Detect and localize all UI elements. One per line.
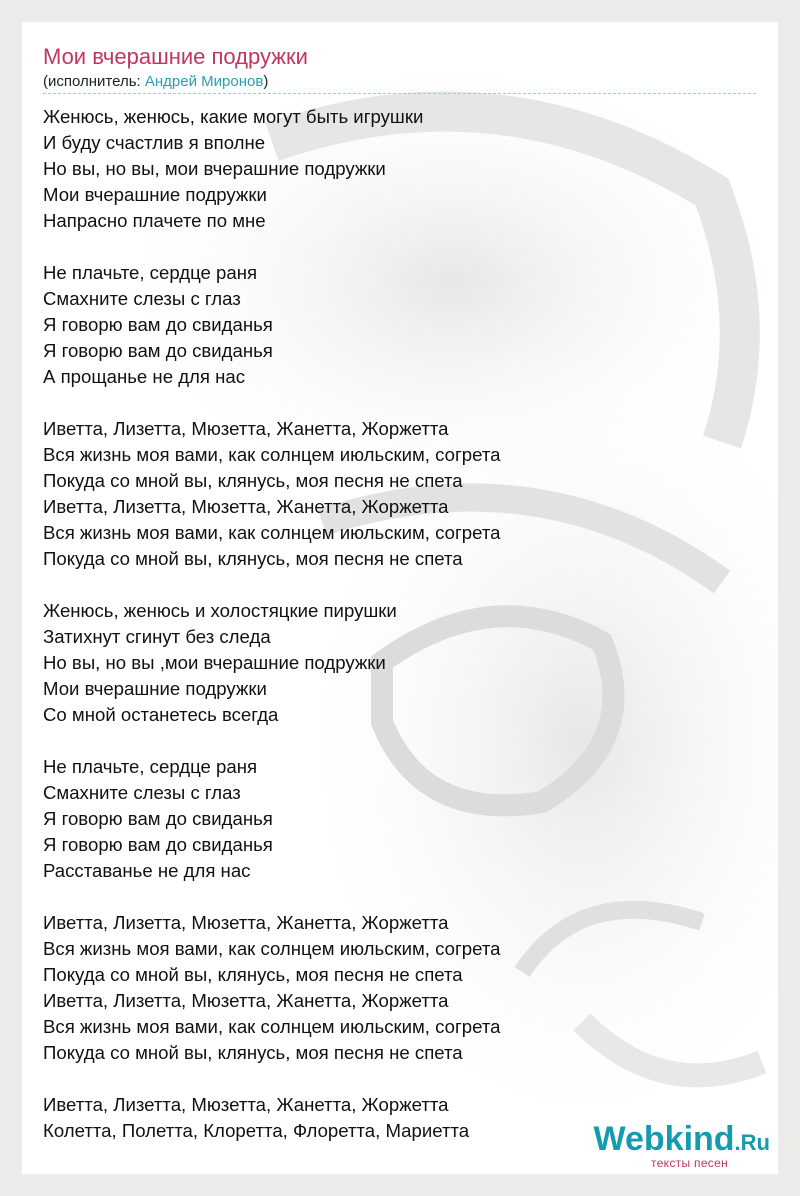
lyric-line: И буду счастлив я вполне [43,132,266,153]
lyric-line: Не плачьте, сердце раня [43,756,258,777]
artist-line [43,73,268,91]
lyric-line: Вся жизнь моя вами, как солнцем июльским, согрета [43,444,501,465]
stanza-gap [43,884,500,910]
site-logo[interactable] [594,1122,771,1170]
lyric-line: Иветта, Лизетта, Мюзетта, Жанетта, Жоржетта [43,496,449,517]
lyric-line: Я говорю вам до свиданья [43,340,273,361]
artist-link[interactable]: Андрей Миронов [144,73,264,90]
lyric-line: Покуда со мной вы, клянусь, моя песня не спета [43,964,463,985]
brand-tagline: тексты песен [651,1156,728,1170]
lyric-line: Покуда со мной вы, клянусь, моя песня не спета [43,1042,463,1063]
lyric-line: Вся жизнь моя вами, как солнцем июльским, согрета [43,938,501,959]
lyric-line: Но вы, но вы ,мои вчерашние подружки [43,652,386,673]
stanza-gap [43,728,500,754]
lyric-line: Покуда со мной вы, клянусь, моя песня не спета [43,548,463,569]
lyric-line: А прощанье не для нас [43,366,246,387]
lyric-line: Я говорю вам до свиданья [43,834,273,855]
stanza-gap [43,572,500,598]
lyrics-card [22,22,778,1174]
lyric-line: Вся жизнь моя вами, как солнцем июльским, согрета [43,1016,501,1037]
artist-prefix: (исполнитель: [43,73,145,90]
brand-tld: .Ru [734,1130,770,1155]
lyric-line: Колетта, Полетта, Клоретта, Флоретта, Мариетта [43,1120,470,1141]
lyric-line: Расставанье не для нас [43,860,251,881]
lyric-line: Иветта, Лизетта, Мюзетта, Жанетта, Жоржетта [43,418,449,439]
lyric-line: Смахните слезы с глаз [43,782,241,803]
lyric-line: Иветта, Лизетта, Мюзетта, Жанетта, Жоржетта [43,912,449,933]
stanza-gap [43,234,500,260]
lyric-line: Мои вчерашние подружки [43,184,267,205]
lyric-line: Не плачьте, сердце раня [43,262,258,283]
song-title: Мои вчерашние подружки [43,44,308,69]
lyric-line: Со мной останетесь всегда [43,704,279,725]
lyric-line: Женюсь, женюсь и холостяцкие пирушки [43,600,397,621]
lyric-line: Иветта, Лизетта, Мюзетта, Жанетта, Жоржетта [43,990,449,1011]
lyric-line: Напрасно плачете по мне [43,210,266,231]
lyric-line: Мои вчерашние подружки [43,678,267,699]
lyric-line: Затихнут сгинут без следа [43,626,271,647]
lyric-line: Но вы, но вы, мои вчерашние подружки [43,158,386,179]
lyric-line: Я говорю вам до свиданья [43,314,273,335]
stanza-gap [43,390,500,416]
lyric-line: Женюсь, женюсь, какие могут быть игрушки [43,106,424,127]
stanza-gap [43,1066,500,1092]
lyric-line: Покуда со мной вы, клянусь, моя песня не спета [43,470,463,491]
brand-name: Webkind [593,1120,735,1158]
lyrics-text [43,104,500,1144]
divider [43,93,756,94]
lyric-line: Я говорю вам до свиданья [43,808,273,829]
lyric-line: Иветта, Лизетта, Мюзетта, Жанетта, Жоржетта [43,1094,449,1115]
lyric-line: Вся жизнь моя вами, как солнцем июльским, согрета [43,522,501,543]
lyric-line: Смахните слезы с глаз [43,288,241,309]
artist-suffix: ) [263,73,269,90]
